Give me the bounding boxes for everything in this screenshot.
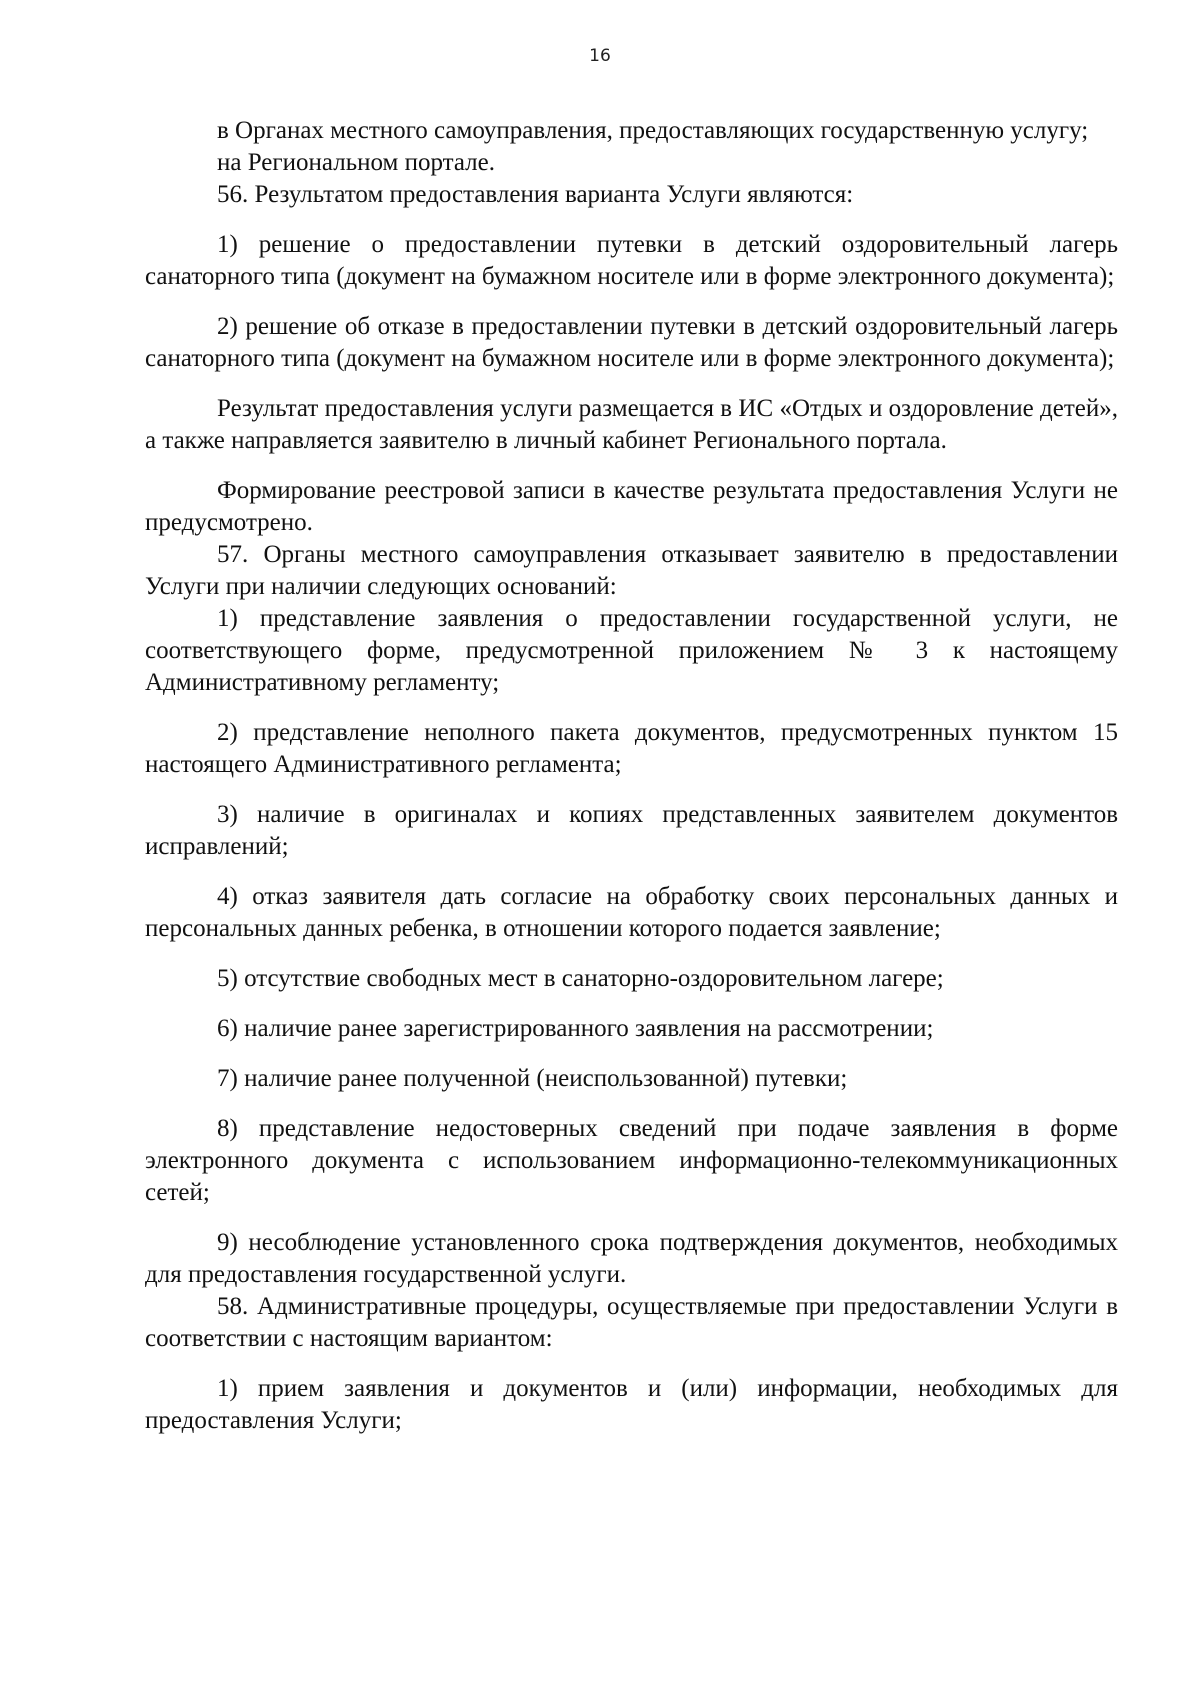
paragraph-57-item-9: 9) несоблюдение установленного срока подтверждения документов, необходимых для предоставления государственной услуги. [145,1229,1118,1288]
paragraph-56-item-1: 1) решение о предоставлении путевки в детский оздоровительный лагерь санаторного типа (документ на бумажном носителе или в форме электронного документа); [145,231,1118,290]
paragraph-57-item-4: 4) отказ заявителя дать согласие на обработку своих персональных данных и персональных данных ребенка, в отношении которого подается заявление; [145,883,1118,942]
paragraph-57-item-5: 5) отсутствие свободных мест в санаторно-оздоровительном лагере; [217,965,944,992]
paragraph-registry-entry: Формирование реестровой записи в качестве результата предоставления Услуги не предусмотрено. [145,477,1118,536]
paragraph-regional-portal: на Региональном портале. [217,149,495,176]
paragraph-57-item-8: 8) представление недостоверных сведений при подаче заявления в форме электронного документа с использованием информационно-телекоммуникационных сетей; [145,1115,1118,1206]
paragraph-57-item-2: 2) представление неполного пакета документов, предусмотренных пунктом 15 настоящего Административного регламента; [145,719,1118,778]
paragraph-57-item-3: 3) наличие в оригиналах и копиях представленных заявителем документов исправлений; [145,801,1118,860]
page-number: 16 [589,46,611,66]
paragraph-57-item-6: 6) наличие ранее зарегистрированного заявления на рассмотрении; [217,1015,934,1042]
paragraph-56: 56. Результатом предоставления варианта Услуги являются: [217,181,854,208]
paragraph-57-item-1: 1) представление заявления о предоставлении государственной услуги, не соответствующего форме, предусмотренной приложением № 3 к настоящему Административному регламенту; [145,605,1118,696]
paragraph-57: 57. Органы местного самоуправления отказывает заявителю в предоставлении Услуги при наличии следующих оснований: [145,541,1118,600]
paragraph-local-authorities: в Органах местного самоуправления, предоставляющих государственную услугу; [217,117,1089,144]
document-body [145,115,1118,1437]
paragraph-result-placement: Результат предоставления услуги размещается в ИС «Отдых и оздоровление детей», а также направляется заявителю в личный кабинет Регионального портала. [145,395,1118,454]
paragraph-57-item-7: 7) наличие ранее полученной (неиспользованной) путевки; [217,1065,848,1092]
paragraph-56-item-2: 2) решение об отказе в предоставлении путевки в детский оздоровительный лагерь санаторного типа (документ на бумажном носителе или в форме электронного документа); [145,313,1118,372]
paragraph-58: 58. Административные процедуры, осуществляемые при предоставлении Услуги в соответствии с настоящим вариантом: [145,1293,1118,1352]
paragraph-58-item-1: 1) прием заявления и документов и (или) информации, необходимых для предоставления Услуги; [145,1375,1118,1434]
